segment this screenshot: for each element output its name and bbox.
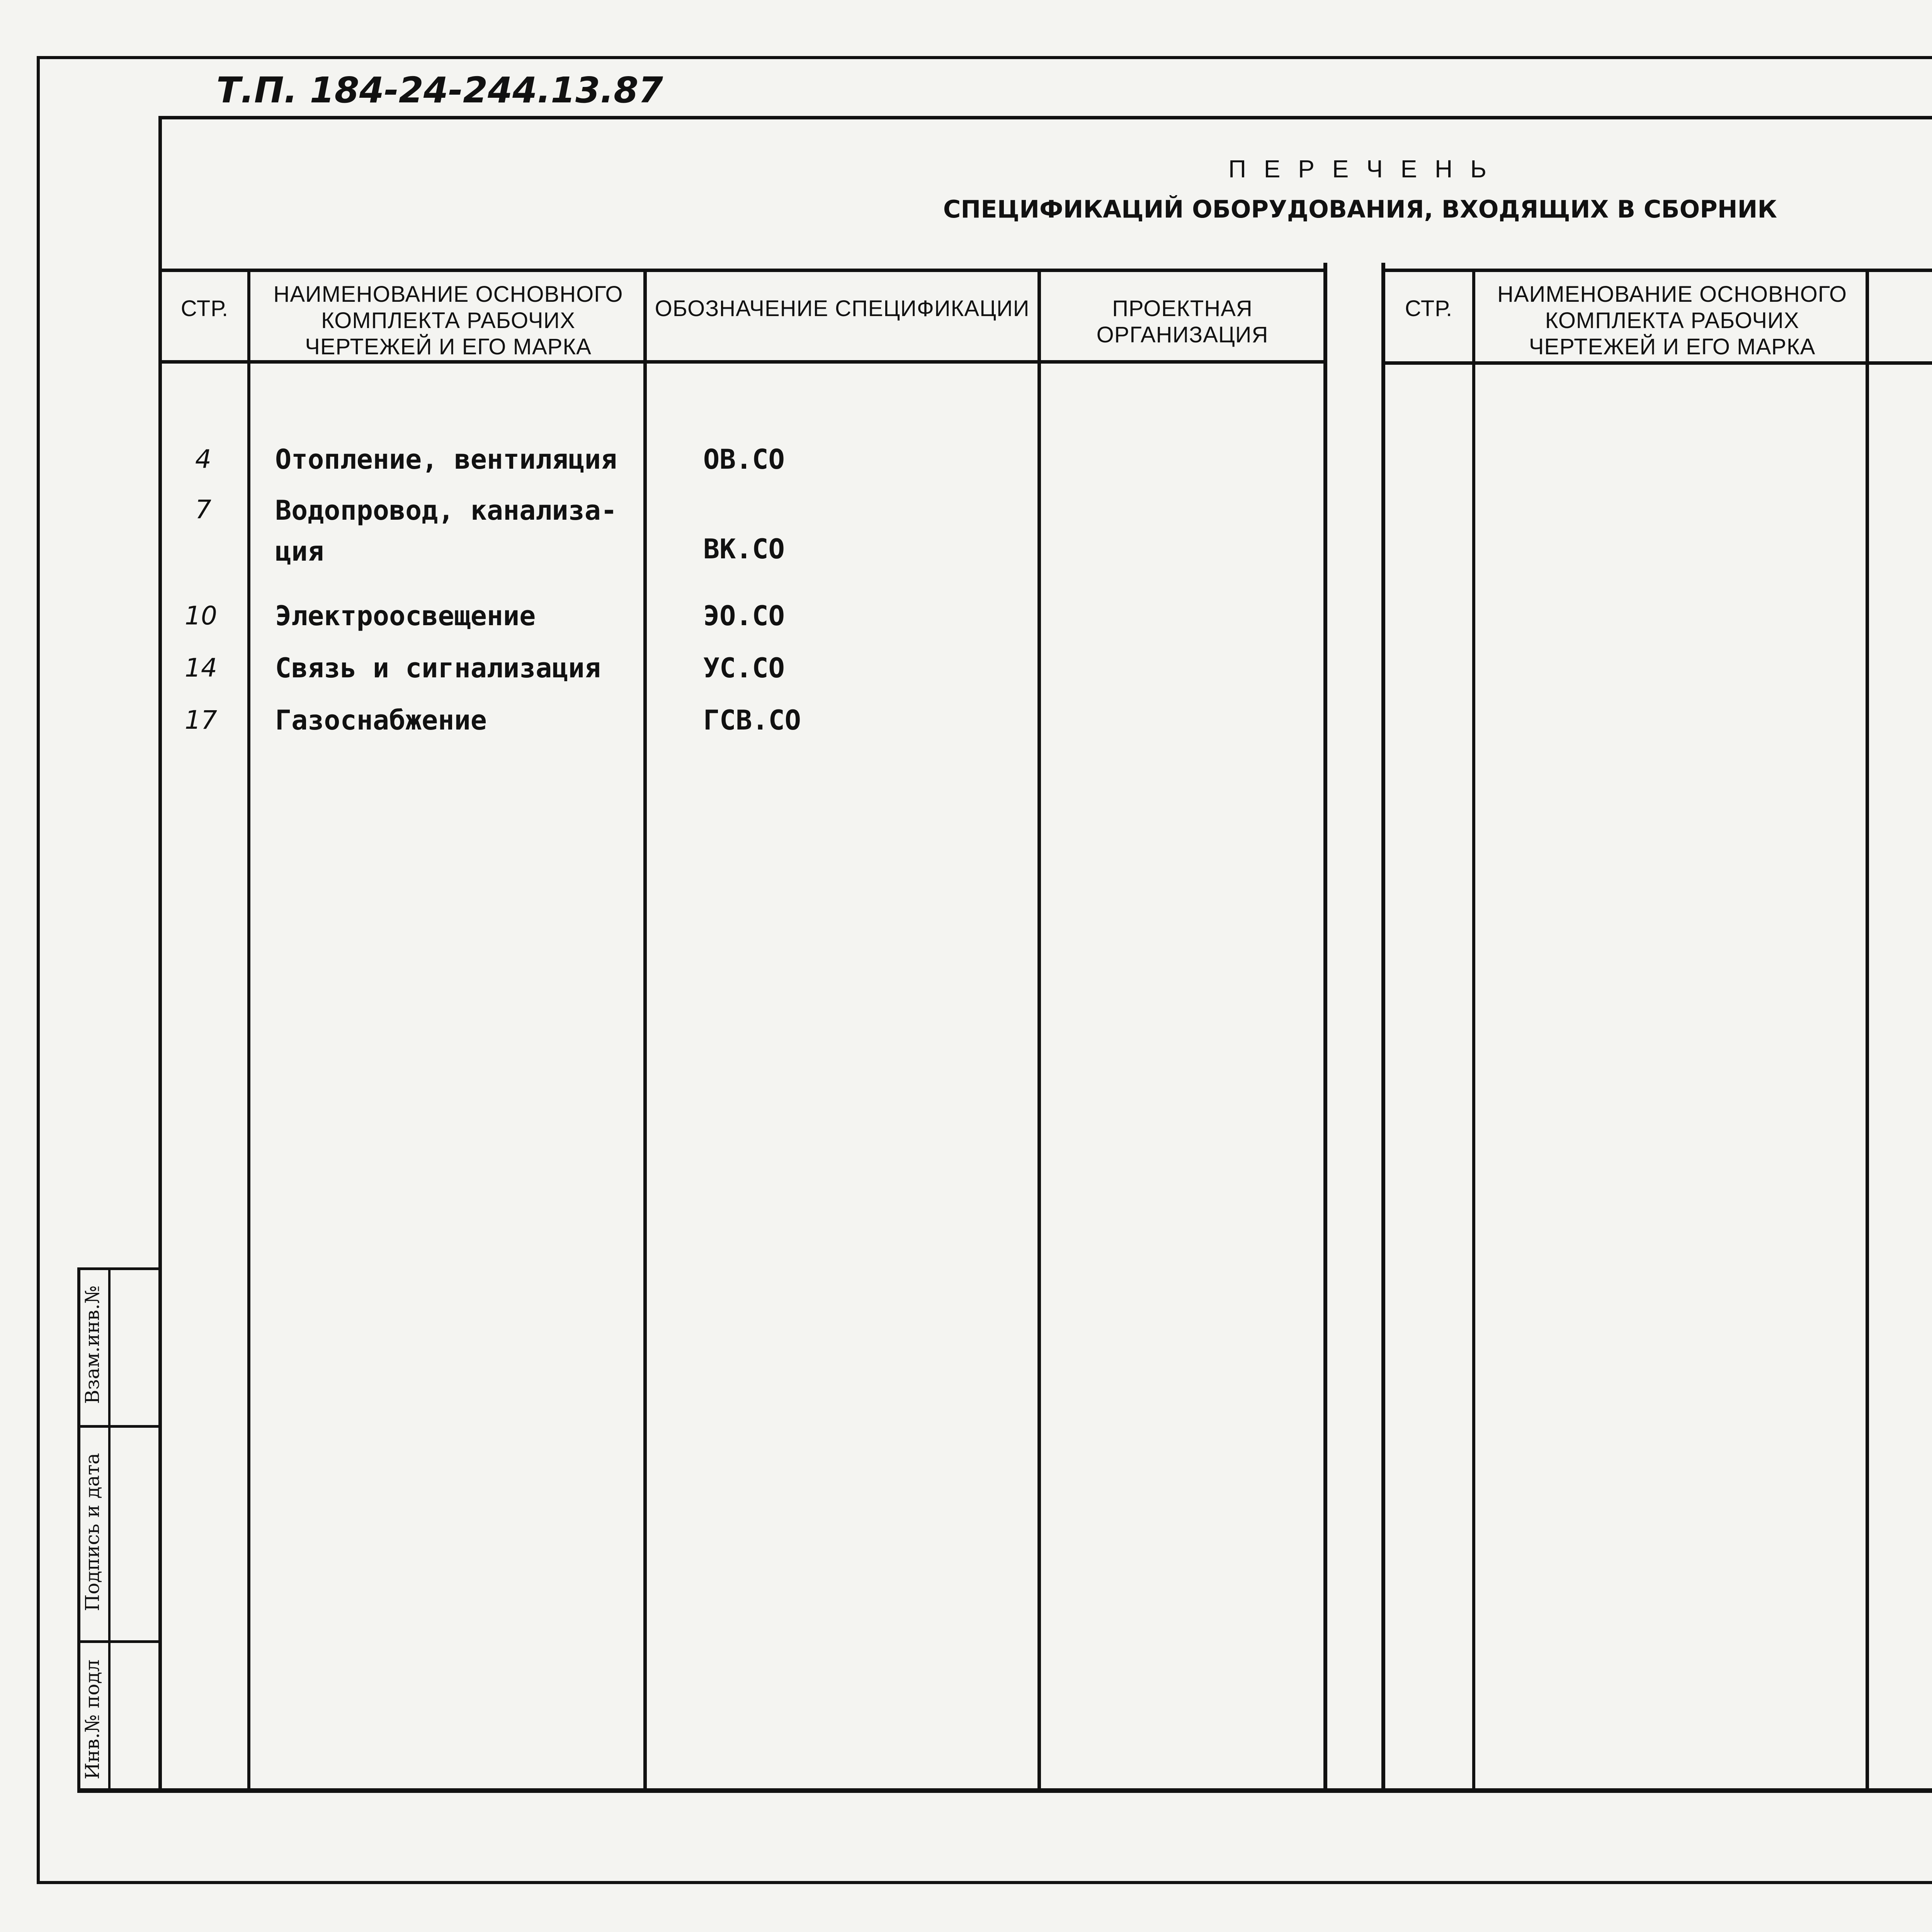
outer-frame-bottom <box>37 1881 1932 1884</box>
row-name: Электроосвещение <box>275 600 536 632</box>
side-stamp-left <box>77 1267 80 1793</box>
row-name: Водопровод, канализа- <box>275 495 617 526</box>
table-left-col-divider-3 <box>1037 269 1041 1792</box>
title-line-1: П Е Р Е Ч Е Н Ь <box>1228 155 1492 183</box>
row-page: 17 <box>185 705 217 735</box>
table-left-right-edge <box>1323 263 1327 1792</box>
col-header-name: НАИМЕНОВАНИЕ ОСНОВНОГО КОМПЛЕКТА РАБОЧИХ ЧЕРТЕЖЕЙ И ЕГО МАРКА <box>273 282 623 359</box>
row-designation: ГСВ.СО <box>703 704 801 736</box>
outer-frame-top <box>37 56 1932 59</box>
col-header-designation <box>1869 299 1932 352</box>
row-page: 14 <box>185 653 217 683</box>
row-name: Отопление, вентиляция <box>275 444 617 475</box>
row-designation: УС.СО <box>703 652 785 684</box>
row-name-continued: ция <box>275 536 324 567</box>
doc-code: Т.П. 184-24-244.13.87 <box>216 70 663 111</box>
inner-frame-left <box>158 116 162 1792</box>
table-left-top <box>158 269 1327 272</box>
outer-frame-left <box>37 56 40 1884</box>
replace-inv-label: Взам.инв.№ <box>81 1285 104 1404</box>
table-left-col-divider-2 <box>643 269 647 1792</box>
sign-date-label: Подпись и дата <box>81 1453 104 1611</box>
table-right-top <box>1383 269 1932 272</box>
col-header-designation: ОБОЗНАЧЕНИЕ СПЕЦИФИКАЦИИ <box>655 296 1030 321</box>
table-right-col-divider-1 <box>1472 269 1475 1792</box>
row-page: 7 <box>195 495 211 524</box>
row-designation: ВК.СО <box>703 533 785 565</box>
inner-frame-top <box>158 116 1932 119</box>
row-designation: ОВ.СО <box>703 444 785 475</box>
row-name: Связь и сигнализация <box>275 652 601 684</box>
table-right-header-bottom <box>1383 361 1932 365</box>
table-left-col-divider-1 <box>247 269 250 1792</box>
side-stamp-sep-1 <box>77 1425 160 1428</box>
inv-orig-label: Инв.№ подл <box>81 1659 104 1780</box>
table-right-col-divider-2 <box>1866 269 1869 1792</box>
title-line-2: СПЕЦИФИКАЦИЙ ОБОРУДОВАНИЯ, ВХОДЯЩИХ В СБОРНИК <box>943 195 1777 223</box>
row-designation: ЭО.СО <box>703 600 785 632</box>
side-stamp-divider <box>108 1267 111 1793</box>
table-right-left-edge <box>1381 263 1385 1792</box>
col-header-name: НАИМЕНОВАНИЕ ОСНОВНОГО КОМПЛЕКТА РАБОЧИХ ЧЕРТЕЖЕЙ И ЕГО МАРКА <box>1497 282 1847 359</box>
table-left-header-bottom <box>158 360 1327 364</box>
col-header-page: СТР. <box>180 296 229 321</box>
row-page: 10 <box>185 601 217 631</box>
col-header-org: ПРОЕКТНАЯ ОРГАНИЗАЦИЯ <box>1096 296 1269 347</box>
row-name: Газоснабжение <box>275 704 487 736</box>
row-page: 4 <box>195 444 211 474</box>
col-header-page: СТР. <box>1405 296 1453 321</box>
inner-frame-bottom <box>77 1788 1932 1793</box>
